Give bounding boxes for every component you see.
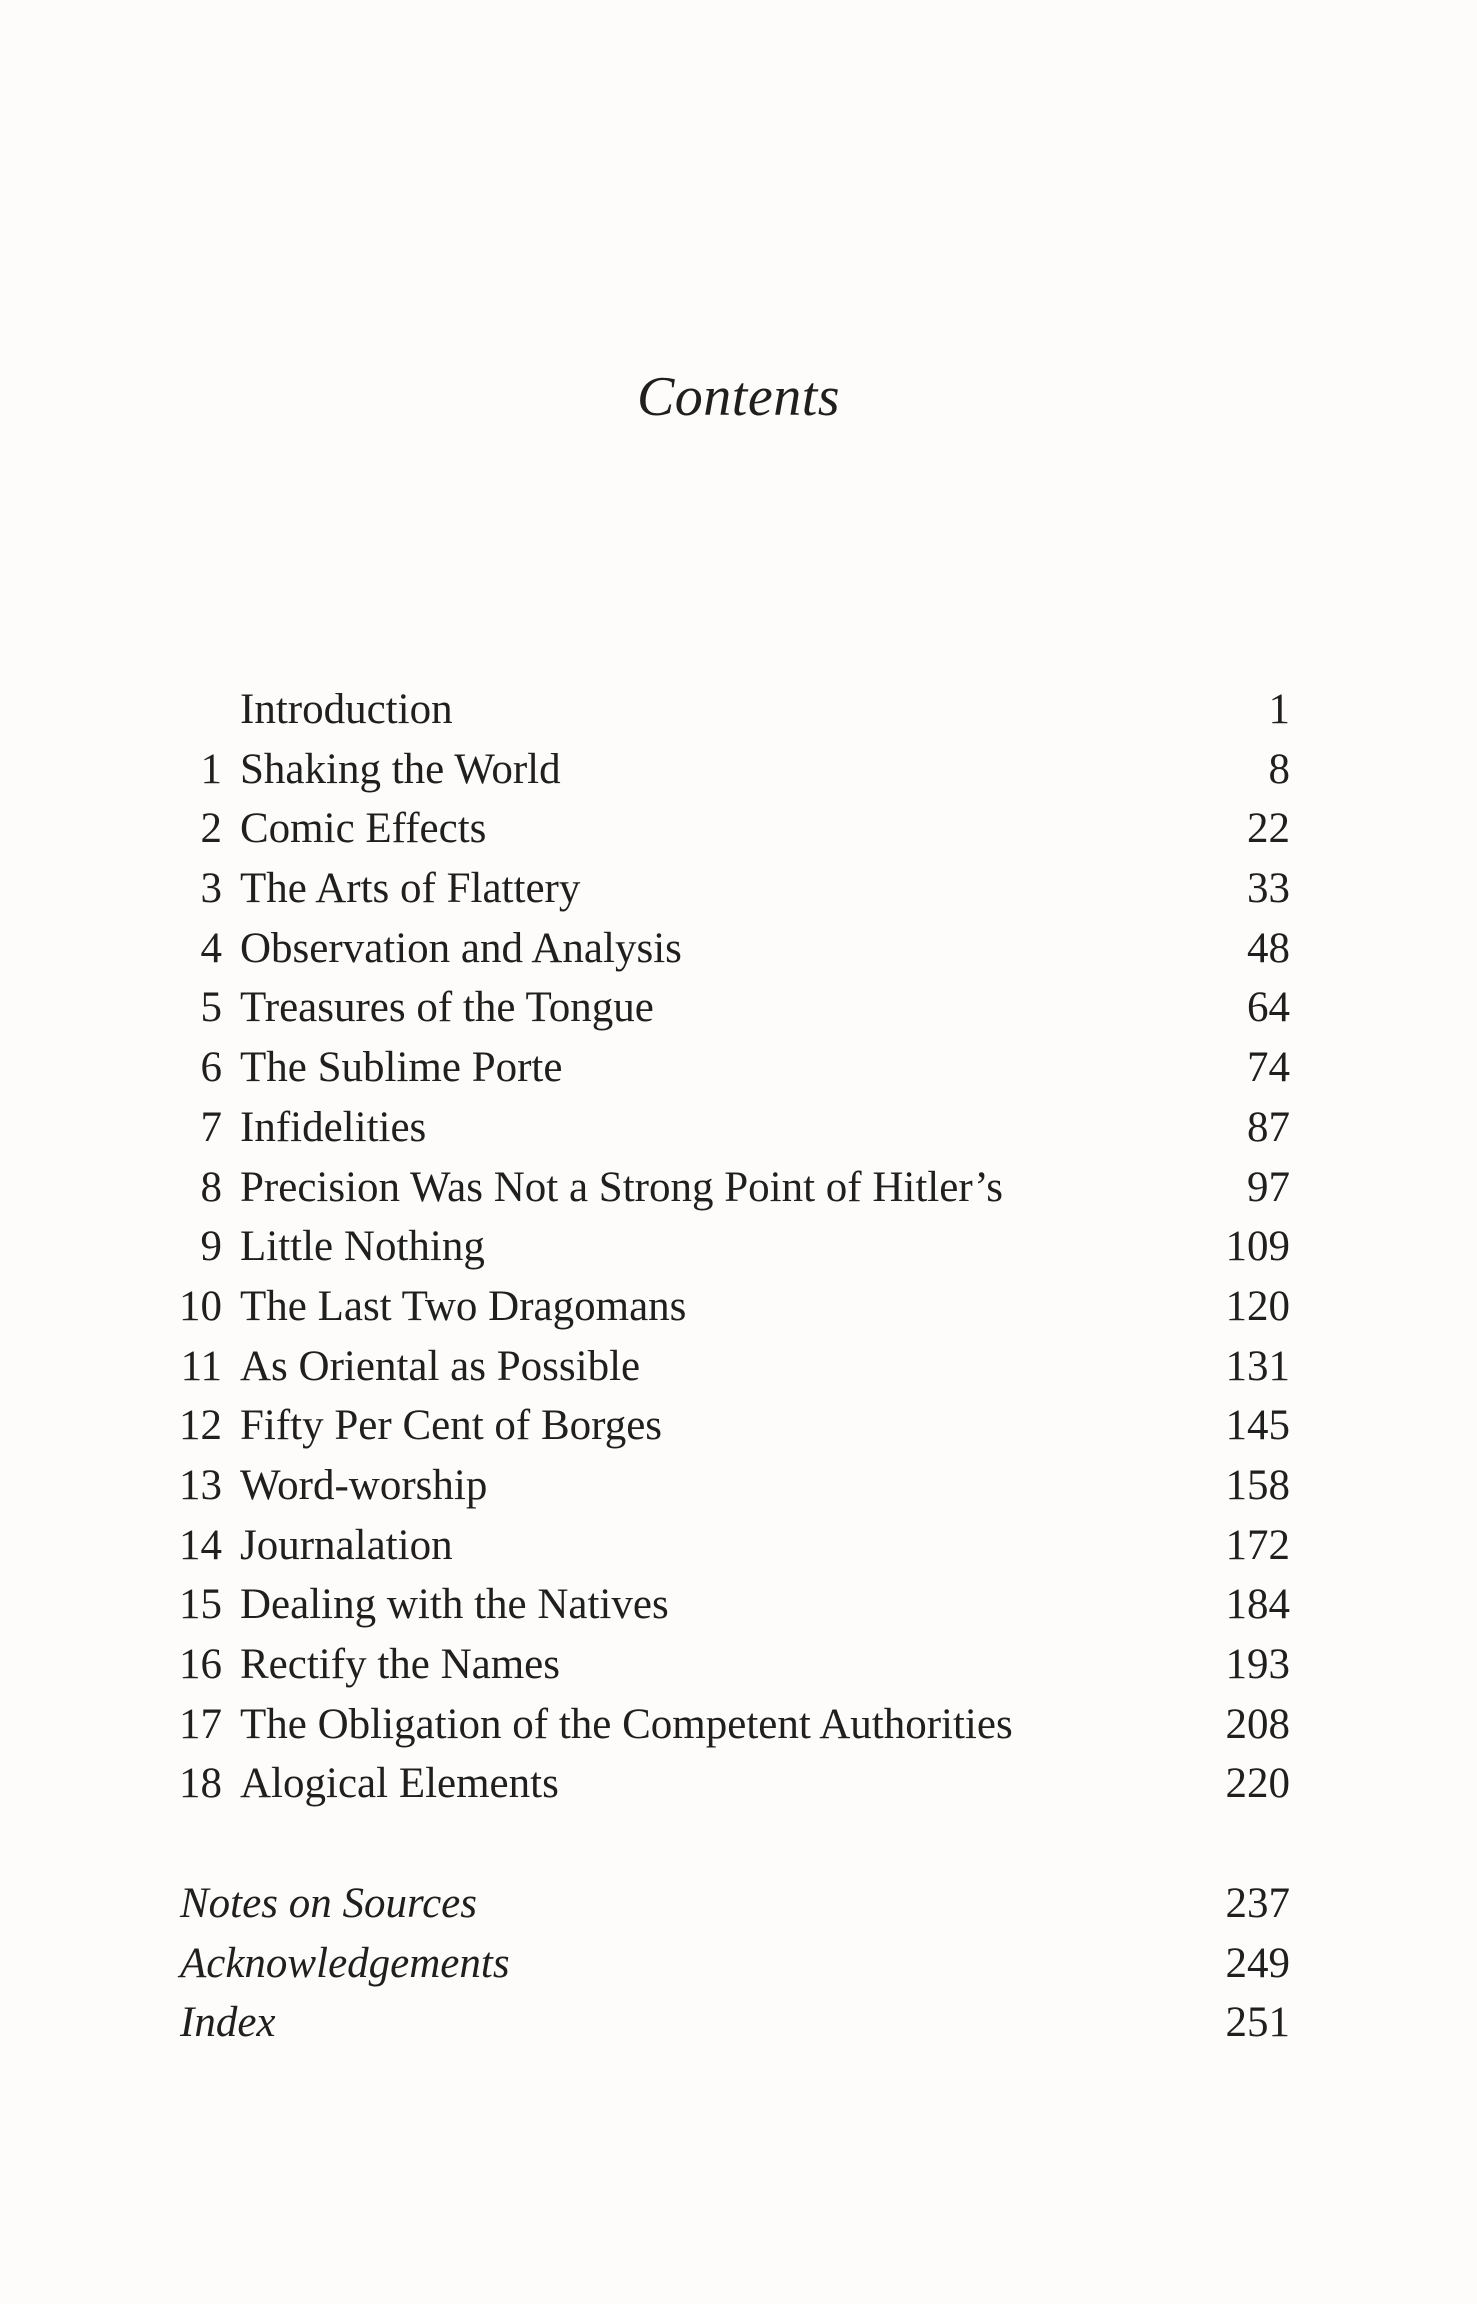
page-number: 208 <box>1225 1700 1290 1748</box>
toc-entry <box>178 1038 1290 1098</box>
page-number: 145 <box>1225 1402 1290 1450</box>
page-number: 131 <box>1225 1342 1290 1390</box>
table-of-contents <box>178 680 1290 1814</box>
chapter-number: 10 <box>179 1282 222 1330</box>
chapter-title: Rectify the Names <box>240 1641 561 1688</box>
chapter-title: Precision Was Not a Strong Point of Hitler’s <box>240 1163 1003 1211</box>
toc-entry <box>178 1754 1290 1814</box>
toc-entry <box>178 1635 1290 1695</box>
page-number: 87 <box>1247 1103 1290 1151</box>
chapter-number: 17 <box>179 1700 222 1748</box>
back-matter-entry <box>178 1874 1290 1934</box>
toc-entry <box>178 859 1290 919</box>
chapter-number: 4 <box>200 924 222 972</box>
toc-entry <box>178 978 1290 1038</box>
toc-entry <box>178 1456 1290 1516</box>
page-number: 249 <box>1225 1939 1290 1987</box>
chapter-title: Dealing with the Natives <box>240 1581 669 1629</box>
chapter-number: 8 <box>200 1163 222 1211</box>
page-number: 220 <box>1225 1760 1290 1808</box>
chapter-number: 15 <box>179 1581 222 1629</box>
page-number: 184 <box>1225 1581 1290 1629</box>
chapter-number: 18 <box>179 1760 222 1808</box>
chapter-number: 3 <box>200 865 222 913</box>
chapter-number: 7 <box>200 1103 222 1151</box>
chapter-number: 6 <box>200 1044 222 1092</box>
chapter-number: 12 <box>179 1402 222 1450</box>
chapter-number: 1 <box>200 745 222 793</box>
chapter-number: 11 <box>180 1342 222 1390</box>
chapter-title: Observation and Analysis <box>240 924 682 972</box>
back-matter-entry <box>178 1993 1290 2053</box>
chapter-title: Infidelities <box>240 1103 427 1151</box>
toc-entry <box>178 919 1290 979</box>
chapter-title: Word-worship <box>240 1461 488 1509</box>
toc-entry <box>178 1575 1290 1635</box>
page-number: 48 <box>1247 924 1290 972</box>
back-matter-title: Acknowledgements <box>180 1939 510 1987</box>
chapter-title: Fifty Per Cent of Borges <box>240 1402 663 1450</box>
chapter-title: The Sublime Porte <box>240 1044 563 1092</box>
chapter-title: The Obligation of the Competent Authorities <box>240 1700 1013 1748</box>
chapter-number: 5 <box>200 984 222 1032</box>
page-number: 74 <box>1247 1044 1290 1092</box>
page-number: 97 <box>1247 1163 1290 1211</box>
page-number: 8 <box>1268 745 1290 793</box>
toc-entry <box>178 740 1290 800</box>
toc-entry <box>178 1337 1290 1397</box>
page-number: 237 <box>1225 1880 1290 1927</box>
toc-entry <box>178 1277 1290 1337</box>
chapter-number: 13 <box>179 1461 222 1509</box>
toc-entry <box>178 1695 1290 1755</box>
chapter-title: Alogical Elements <box>240 1760 559 1808</box>
toc-entry <box>178 1098 1290 1158</box>
toc-entry <box>178 799 1290 859</box>
back-matter-title: Index <box>180 1999 276 2047</box>
page-number: 109 <box>1225 1223 1290 1271</box>
page-number: 120 <box>1225 1282 1290 1330</box>
chapter-title: As Oriental as Possible <box>240 1342 641 1390</box>
page-number: 251 <box>1225 1999 1290 2047</box>
page-number: 1 <box>1268 686 1290 733</box>
toc-entry <box>178 1158 1290 1218</box>
chapter-title: Journalation <box>240 1521 453 1569</box>
chapter-title: The Arts of Flattery <box>240 865 581 913</box>
chapter-title: Comic Effects <box>240 805 487 853</box>
toc-entry <box>178 680 1290 740</box>
page-number: 172 <box>1225 1521 1290 1569</box>
back-matter-entry <box>178 1934 1290 1994</box>
page-number: 33 <box>1247 865 1290 913</box>
chapter-number: 2 <box>200 805 222 853</box>
back-matter-title: Notes on Sources <box>180 1880 477 1927</box>
chapter-number: 16 <box>179 1641 222 1688</box>
chapter-title: Treasures of the Tongue <box>240 984 654 1032</box>
chapter-title: Little Nothing <box>240 1223 485 1271</box>
toc-entry <box>178 1217 1290 1277</box>
back-matter-list <box>178 1874 1290 2053</box>
page-number: 22 <box>1247 805 1290 853</box>
chapter-title: Introduction <box>240 686 453 733</box>
chapter-title: Shaking the World <box>240 745 561 793</box>
chapter-number: 9 <box>200 1223 222 1271</box>
chapter-number: 14 <box>179 1521 222 1569</box>
page-title: Contents <box>636 366 841 428</box>
chapter-title: The Last Two Dragomans <box>240 1282 687 1330</box>
toc-entry <box>178 1396 1290 1456</box>
page-number: 158 <box>1225 1461 1290 1509</box>
page-number: 193 <box>1225 1641 1290 1688</box>
page-number: 64 <box>1247 984 1290 1032</box>
toc-entry <box>178 1516 1290 1576</box>
